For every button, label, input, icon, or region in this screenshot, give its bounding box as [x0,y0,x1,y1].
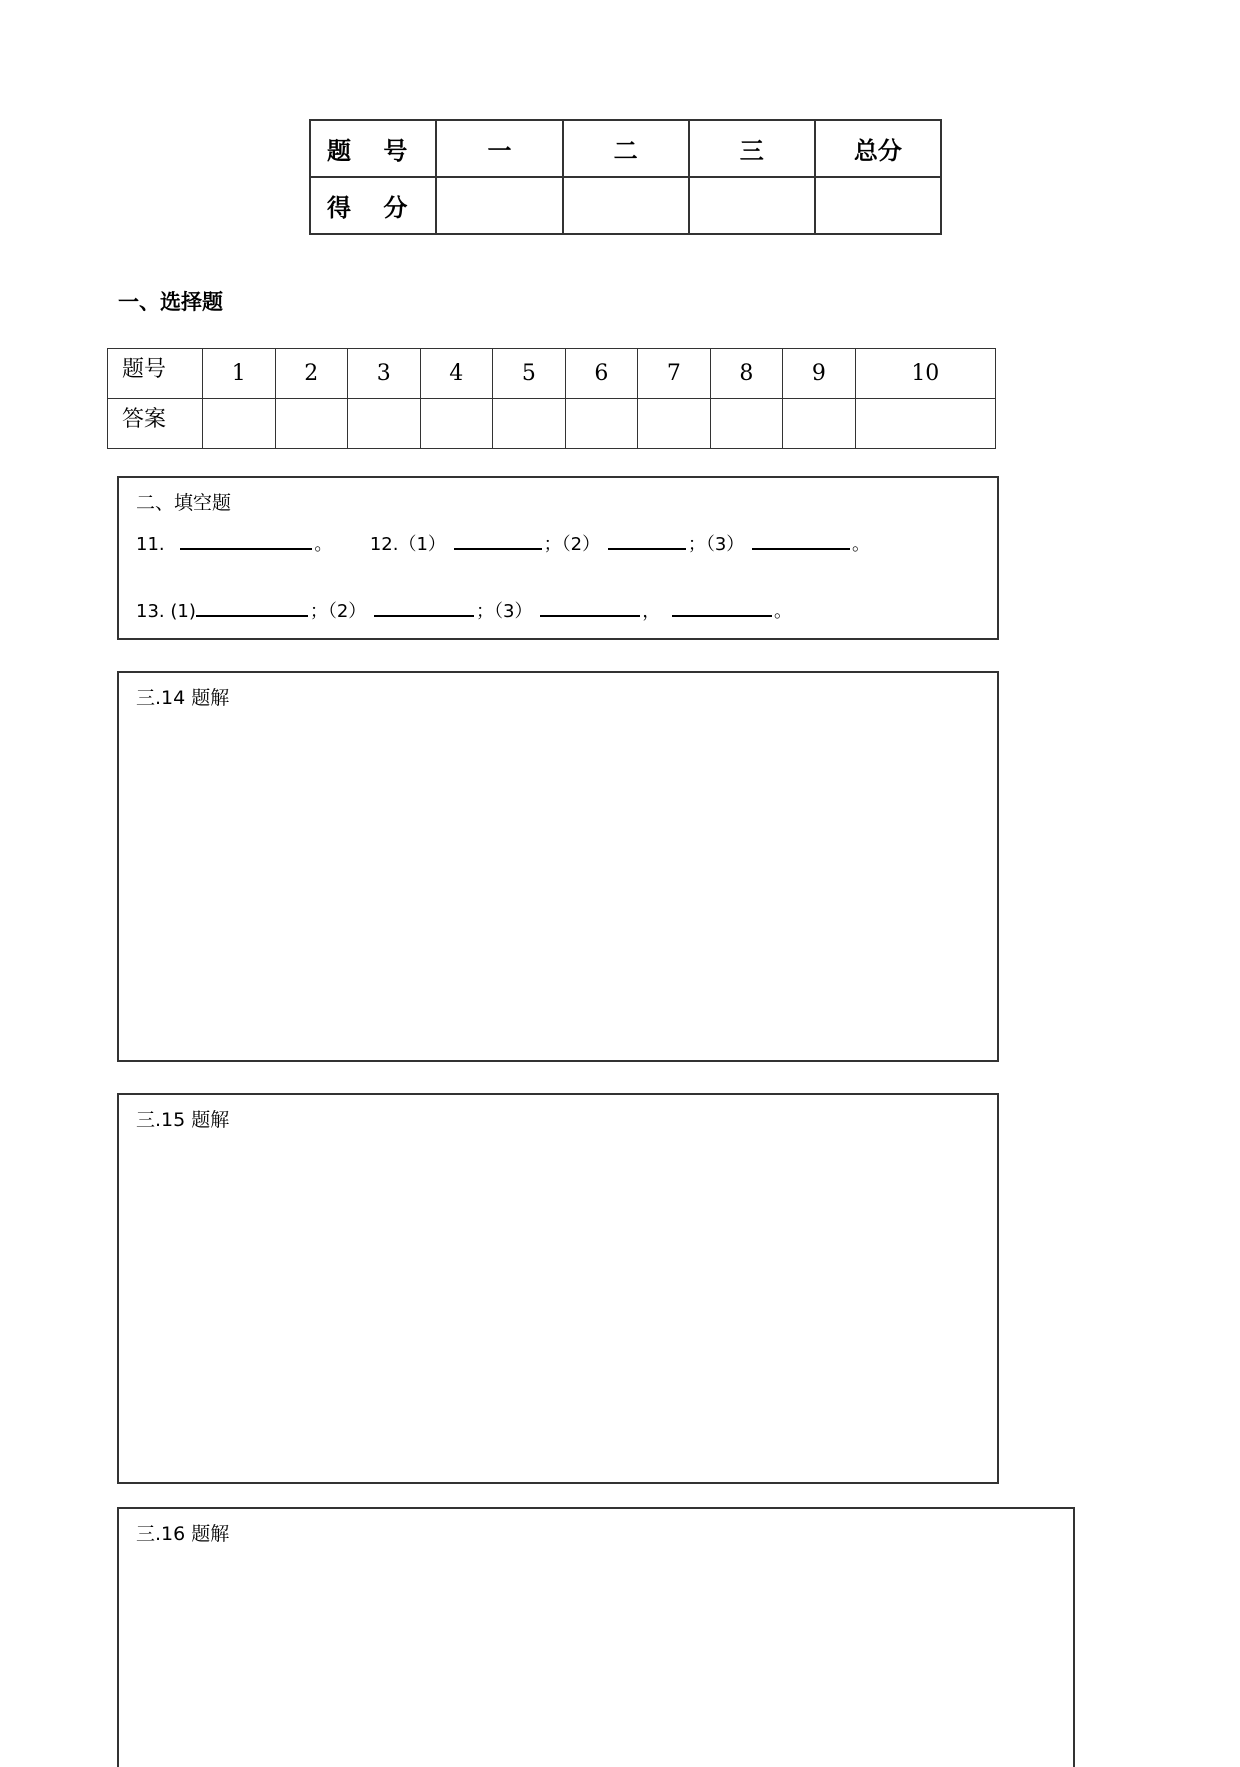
choice-answer-cell[interactable] [275,399,348,449]
choice-number: 5 [493,349,566,399]
choice-answer-cell[interactable] [420,399,493,449]
choice-qnum-label: 题号 [108,349,203,399]
score-header-total: 总分 [815,120,941,177]
fill-in-title: 二、填空题 [136,492,232,514]
choice-answer-cell[interactable] [855,399,995,449]
score-cell-2[interactable] [563,177,689,234]
solution-15-title: 三.15 题解 [136,1109,230,1131]
q13-part-2-label: ；（2） [309,601,367,622]
choice-answer-cell[interactable] [565,399,638,449]
q13-blank-1[interactable] [196,595,308,617]
score-row-label: 得 分 [310,177,436,234]
fill-in-line-2 [136,595,792,623]
q12-period: 。 [852,534,871,555]
solution-16-title: 三.16 题解 [136,1523,230,1545]
solution-16-box[interactable] [117,1507,1075,1767]
choice-answer-cell[interactable] [203,399,276,449]
solution-15-box[interactable] [117,1093,999,1484]
q13-part-3-label: ；（3） [476,601,533,622]
score-header-qnum: 题 号 [310,120,436,177]
choice-number: 4 [420,349,493,399]
score-header-row [310,120,941,177]
section-1-title: 一、选择题 [118,290,223,314]
choice-number: 7 [638,349,711,399]
q12-blank-2[interactable] [608,528,686,550]
q12-part-3-label: ；（3） [687,534,745,555]
score-cell-total[interactable] [815,177,941,234]
choice-number-row [108,349,996,399]
q12-part-2-label: ；（2） [543,534,601,555]
score-header-section-3: 三 [689,120,815,177]
score-header-section-1: 一 [436,120,562,177]
score-header-section-2: 二 [563,120,689,177]
score-cell-3[interactable] [689,177,815,234]
q13-period: 。 [773,601,792,622]
choice-answer-row [108,399,996,449]
choice-answer-cell[interactable] [638,399,711,449]
choice-answer-label: 答案 [108,399,203,449]
choice-number: 1 [203,349,276,399]
fill-in-section [117,476,999,640]
choice-answer-cell[interactable] [348,399,421,449]
choice-number: 10 [855,349,995,399]
q13-blank-2[interactable] [374,595,474,617]
q11-blank[interactable] [180,528,312,550]
q11-period: 。 [314,534,333,555]
choice-answer-table [107,348,996,449]
q13-blank-4[interactable] [672,595,772,617]
choice-answer-cell[interactable] [783,399,856,449]
choice-number: 2 [275,349,348,399]
q13-comma: ， [642,601,661,622]
choice-number: 3 [348,349,421,399]
choice-number: 6 [565,349,638,399]
choice-number: 8 [710,349,783,399]
q13-label: 13. (1) [136,601,196,622]
score-table [309,119,942,235]
score-value-row [310,177,941,234]
choice-answer-cell[interactable] [710,399,783,449]
q11-label: 11. [136,534,165,555]
choice-answer-cell[interactable] [493,399,566,449]
q12-label: 12.（1） [369,534,446,555]
q13-blank-3[interactable] [540,595,640,617]
choice-number: 9 [783,349,856,399]
q12-blank-1[interactable] [454,528,542,550]
solution-14-box[interactable] [117,671,999,1062]
solution-14-title: 三.14 题解 [136,687,230,709]
q12-blank-3[interactable] [752,528,850,550]
score-cell-1[interactable] [436,177,562,234]
fill-in-line-1 [136,528,870,556]
